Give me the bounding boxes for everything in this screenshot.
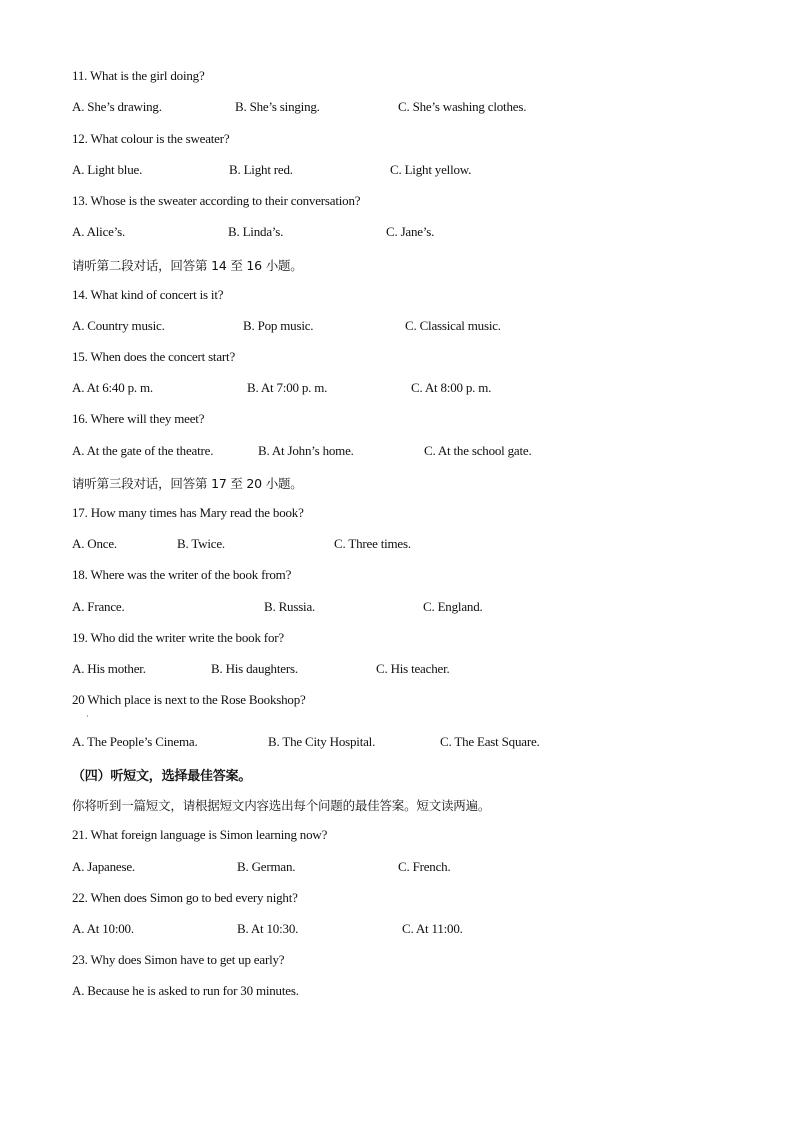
q13-option-a: A. Alice’s. (72, 224, 126, 239)
q12-option-b: B. Light red. (229, 162, 293, 177)
q17-option-a: A. Once. (72, 536, 117, 551)
question-12: 12. What colour is the sweater? (72, 131, 230, 146)
q20-option-a: A. The People’s Cinema. (72, 734, 198, 749)
q18-option-a: A. France. (72, 599, 125, 614)
question-22: 22. When does Simon go to bed every night? (72, 890, 298, 905)
q20-option-c: C. The East Square. (440, 734, 540, 749)
q14-option-b: B. Pop music. (243, 318, 314, 333)
question-14: 14. What kind of concert is it? (72, 287, 224, 302)
question-18: 18. Where was the writer of the book from? (72, 567, 292, 582)
q14-option-a: A. Country music. (72, 318, 165, 333)
stray-dot: · (86, 712, 89, 721)
q22-option-a: A. At 10:00. (72, 921, 134, 936)
q11-option-b: B. She’s singing. (235, 99, 320, 114)
q19-option-b: B. His daughters. (211, 661, 298, 676)
q17-option-c: C. Three times. (334, 536, 411, 551)
q21-option-c: C. French. (398, 859, 451, 874)
q15-option-c: C. At 8:00 p. m. (411, 380, 492, 395)
q14-option-c: C. Classical music. (405, 318, 501, 333)
section-4-title: （四）听短文，选择最佳答案。 (72, 769, 252, 784)
q20-option-b: B. The City Hospital. (268, 734, 376, 749)
q18-option-c: C. England. (423, 599, 483, 614)
q15-option-b: B. At 7:00 p. m. (247, 380, 328, 395)
question-19: 19. Who did the writer write the book for? (72, 630, 284, 645)
q13-option-b: B. Linda’s. (228, 224, 284, 239)
q11-option-c: C. She’s washing clothes. (398, 99, 527, 114)
question-23: 23. Why does Simon have to get up early? (72, 952, 285, 967)
q12-option-a: A. Light blue. (72, 162, 143, 177)
question-15: 15. When does the concert start? (72, 349, 236, 364)
q15-option-a: A. At 6:40 p. m. (72, 380, 153, 395)
q17-option-b: B. Twice. (177, 536, 225, 551)
question-13: 13. Whose is the sweater according to their conversation? (72, 193, 361, 208)
q16-option-b: B. At John’s home. (258, 443, 354, 458)
q22-option-c: C. At 11:00. (402, 921, 463, 936)
dialog-3-instruction: 请听第三段对话，回答第 17 至 20 小题。 (72, 476, 303, 491)
q22-option-b: B. At 10:30. (237, 921, 299, 936)
dialog-2-instruction: 请听第二段对话，回答第 14 至 16 小题。 (72, 258, 303, 273)
question-11: 11. What is the girl doing? (72, 68, 205, 83)
question-17: 17. How many times has Mary read the book? (72, 505, 304, 520)
q13-option-c: C. Jane’s. (386, 224, 435, 239)
q21-option-a: A. Japanese. (72, 859, 135, 874)
q18-option-b: B. Russia. (264, 599, 316, 614)
section-4-instructions: 你将听到一篇短文，请根据短文内容选出每个问题的最佳答案。短文读两遍。 (72, 798, 491, 813)
q11-option-a: A. She’s drawing. (72, 99, 162, 114)
q19-option-a: A. His mother. (72, 661, 146, 676)
q19-option-c: C. His teacher. (376, 661, 450, 676)
q12-option-c: C. Light yellow. (390, 162, 472, 177)
question-21: 21. What foreign language is Simon learning now? (72, 827, 328, 842)
question-20: 20 Which place is next to the Rose Bookshop? (72, 692, 306, 707)
q16-option-c: C. At the school gate. (424, 443, 532, 458)
question-16: 16. Where will they meet? (72, 411, 205, 426)
q21-option-b: B. German. (237, 859, 296, 874)
q23-option-a: A. Because he is asked to run for 30 minutes. (72, 983, 299, 998)
q16-option-a: A. At the gate of the theatre. (72, 443, 214, 458)
